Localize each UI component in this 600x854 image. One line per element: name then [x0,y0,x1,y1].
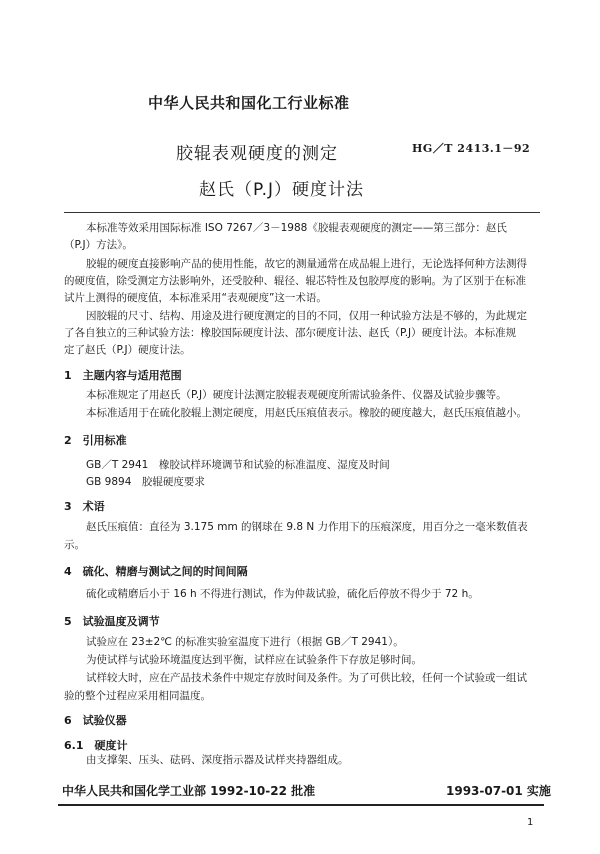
section-3-heading: 3 术语 [64,500,105,513]
page-number: 1 [527,817,534,828]
section-1-heading: 1 主题内容与适用范围 [64,369,182,382]
intro-paragraph-3-line-1: 因胶辊的尺寸、结构、用途及进行硬度测定的目的不同，仅用一种试验方法是不够的，为此规定 [86,310,527,322]
section-5-line-2: 为使试样与试验环境温度达到平衡，试样应在试验条件下存放足够时间。 [86,654,422,666]
standard-code: HG／T 2413.1－92 [412,142,531,155]
footer-divider [58,804,544,806]
section-5-line-4: 验的整个过程应采用相同温度。 [64,690,211,702]
header-divider [64,212,540,213]
intro-paragraph-1-line-1: 本标准等效采用国际标准 ISO 7267／3－1988《胶辊表观硬度的测定——第三部分：赵氏 [86,222,507,234]
section-3-line-2: 示。 [64,539,85,551]
document-title: 胶辊表观硬度的测定 [176,144,338,164]
approval-line: 中华人民共和国化学工业部 1992-10-22 批准 [62,784,316,798]
section-6-heading: 6 试验仪器 [64,714,127,727]
section-6-1-heading: 6.1 硬度计 [64,739,128,752]
section-1-line-1: 本标准规定了用赵氏（P.J）硬度计法测定胶辊表观硬度所需试验条件、仪器及试验步骤等。 [86,389,507,401]
intro-paragraph-2-line-2: 的硬度值，除受测定方法影响外，还受胶种、辊径、辊芯特性及包胶厚度的影响。为了区别于在标准 [64,275,526,287]
section-2-heading: 2 引用标准 [64,434,127,447]
reference-gb-t-2941: GB／T 2941 橡胶试样环境调节和试验的标准温度、湿度及时间 [86,459,390,471]
section-5-line-3: 试样较大时，应在产品技术条件中规定存放时间及条件。为了可供比较，任何一个试验或一组试 [86,672,527,684]
intro-paragraph-3-line-2: 了各自独立的三种试验方法：橡胶国际硬度计法、邵尔硬度计法、赵氏（P.J）硬度计法。本标准规 [64,327,517,339]
reference-gb-9894: GB 9894 胶辊硬度要求 [86,476,205,488]
intro-paragraph-3-line-3: 定了赵氏（P.J）硬度计法。 [64,344,191,356]
document-subtitle: 赵氏（P.J）硬度计法 [199,180,365,200]
intro-paragraph-2-line-3: 试片上测得的硬度值，本标准采用“表观硬度”这一术语。 [64,292,327,304]
section-5-heading: 5 试验温度及调节 [64,615,160,628]
section-4-heading: 4 硫化、精磨与测试之间的时间间隔 [64,565,248,578]
section-5-line-1: 试验应在 23±2℃ 的标准实验室温度下进行（根据 GB／T 2941）。 [86,636,404,648]
section-6-1-line-1: 由支撑架、压头、砝码、深度指示器及试样夹持器组成。 [86,754,349,766]
section-3-line-1: 赵氏压痕值：直径为 3.175 mm 的钢球在 9.8 N 力作用下的压痕深度，用百分之一毫米数值表 [86,521,528,533]
org-standard-header: 中华人民共和国化工行业标准 [148,94,350,112]
intro-paragraph-2-line-1: 胶辊的硬度直接影响产品的使用性能，故它的测量通常在成品辊上进行，无论选择何种方法测得 [86,258,527,270]
section-1-line-2: 本标准适用于在硫化胶辊上测定硬度，用赵氏压痕值表示。橡胶的硬度越大，赵氏压痕值越小。 [86,407,527,419]
implementation-date: 1993-07-01 实施 [446,784,551,798]
section-4-line-1: 硫化或精磨后小于 16 h 不得进行测试，作为仲裁试验，硫化后停放不得少于 72 h。 [86,588,479,600]
intro-paragraph-1-line-2: （P.J）方法》。 [64,239,133,251]
